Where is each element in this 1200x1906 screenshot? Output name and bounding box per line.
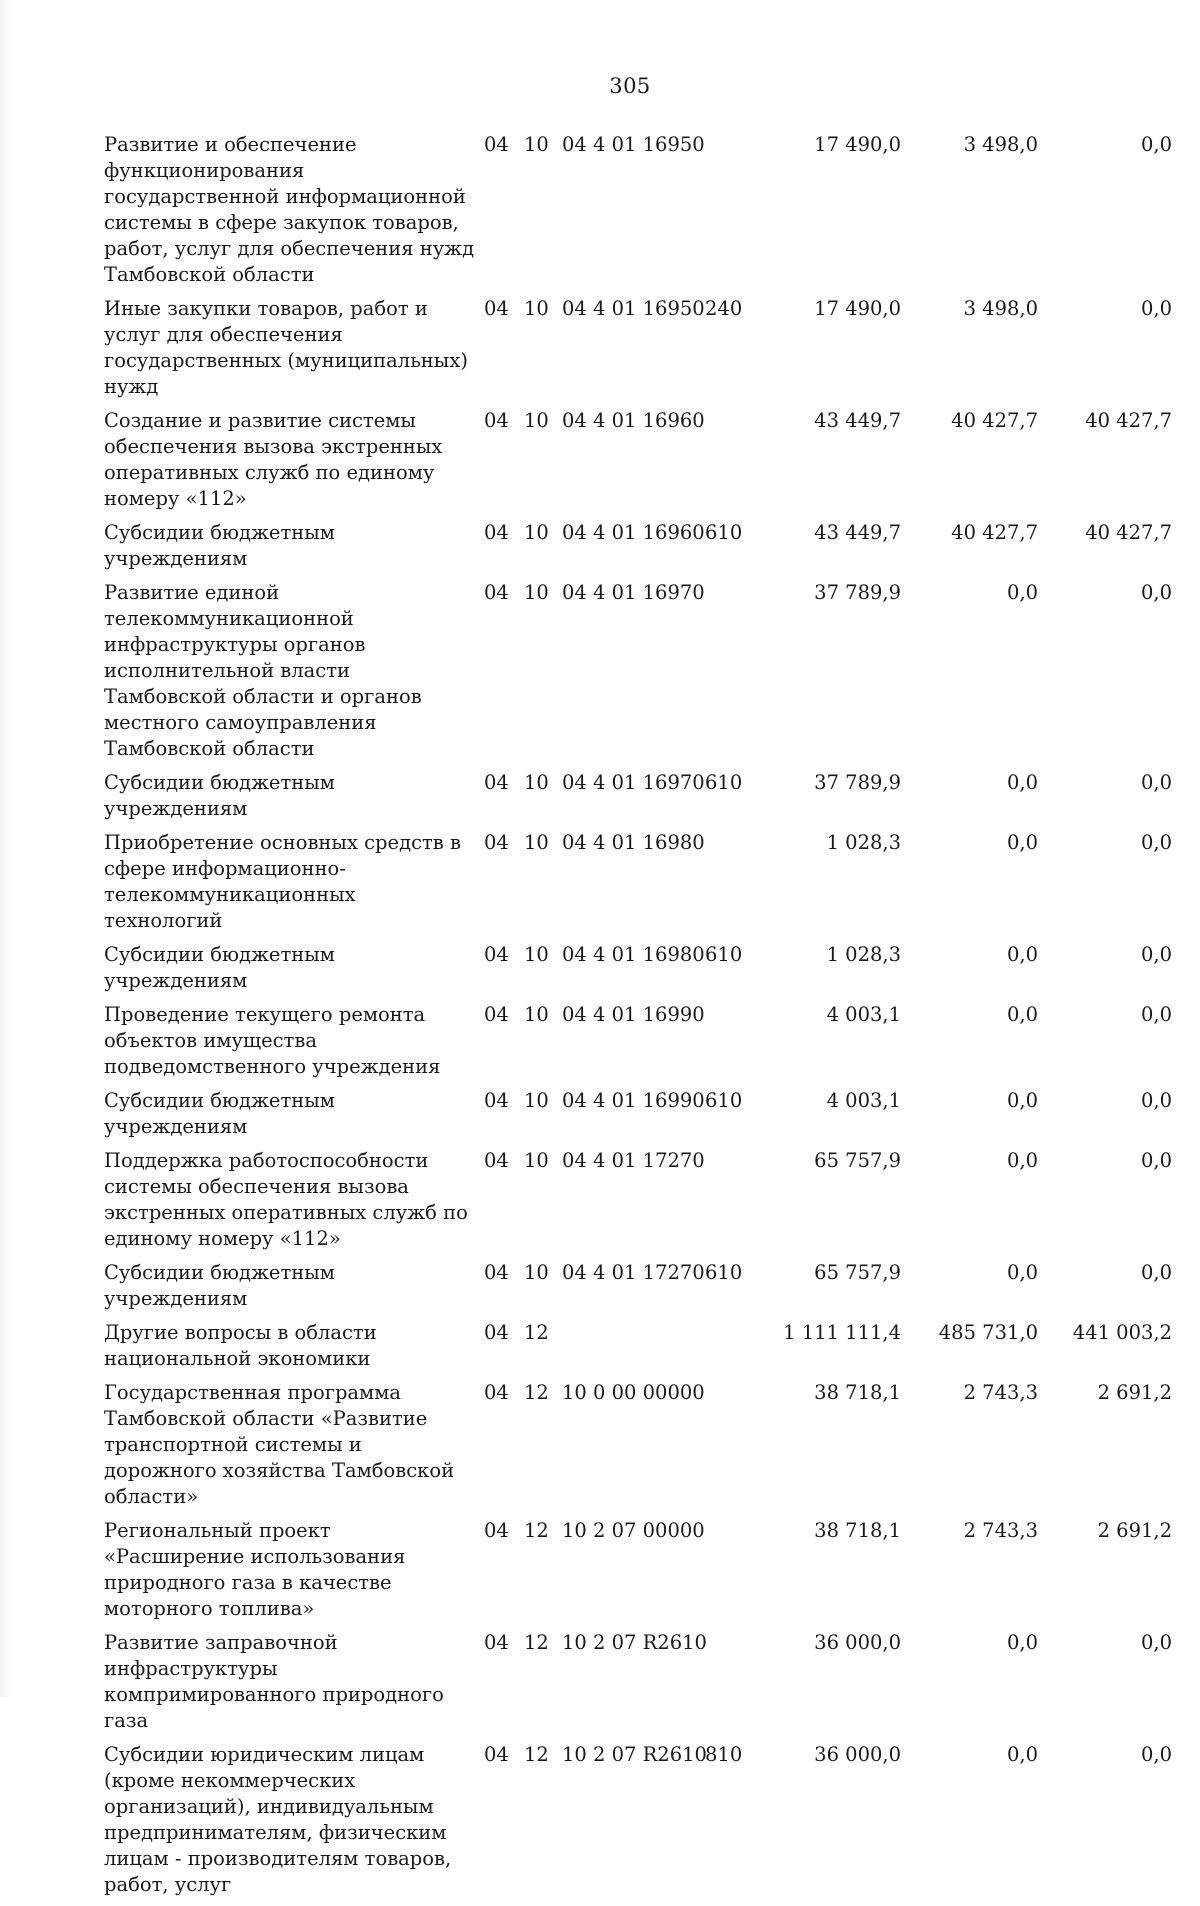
row-expense-type: 610 (705, 943, 743, 966)
row-amount-3: 40 427,7 (1085, 521, 1172, 544)
row-amount-1: 65 757,9 (814, 1261, 901, 1284)
row-name: Развитие заправочной инфраструктуры компримированного природного газа (104, 1631, 444, 1732)
row-subsection: 12 (524, 1743, 549, 1766)
row-section: 04 (484, 409, 509, 432)
row-expense-type (705, 1002, 749, 1088)
table-row (104, 1320, 1172, 1380)
row-target-article: 04 4 01 16970 (562, 581, 705, 604)
table-row (104, 1088, 1172, 1148)
row-subsection: 10 (524, 1261, 549, 1284)
row-target-article: 04 4 01 16980 (562, 831, 705, 854)
table-row (104, 830, 1172, 942)
row-amount-2: 2 743,3 (963, 1519, 1038, 1542)
row-amount-2: 40 427,7 (951, 409, 1038, 432)
row-expense-type: 240 (705, 297, 743, 320)
row-subsection: 10 (524, 831, 549, 854)
row-amount-3: 40 427,7 (1085, 409, 1172, 432)
row-target-article: 04 4 01 17270 (562, 1149, 705, 1172)
row-target-article: 10 2 07 R2610 (562, 1743, 707, 1766)
row-amount-1: 17 490,0 (814, 297, 901, 320)
row-amount-1: 17 490,0 (814, 133, 901, 156)
row-amount-3: 441 003,2 (1072, 1321, 1172, 1344)
row-expense-type: 610 (705, 771, 743, 794)
row-name: Развитие и обеспечение функционирования государственной информационной системы в сфере закупок товаров, работ, услуг для обеспечения нужд Тамбовской области (104, 133, 475, 286)
row-amount-1: 1 111 111,4 (783, 1321, 901, 1344)
row-section: 04 (484, 1631, 509, 1654)
row-expense-type (705, 580, 749, 770)
row-target-article (562, 1320, 705, 1380)
table-row (104, 1260, 1172, 1320)
row-section: 04 (484, 831, 509, 854)
row-amount-1: 1 028,3 (826, 831, 901, 854)
row-amount-2: 0,0 (1006, 581, 1038, 604)
row-subsection: 10 (524, 409, 549, 432)
row-subsection: 12 (524, 1321, 549, 1344)
row-name: Развитие единой телекоммуникационной инфраструктуры органов исполнительной власти Тамбовской области и органов местного самоуправления Тамбовской области (104, 581, 422, 760)
row-amount-1: 37 789,9 (814, 771, 901, 794)
row-expense-type (705, 1630, 749, 1742)
row-section: 04 (484, 133, 509, 156)
row-amount-3: 0,0 (1140, 1631, 1172, 1654)
row-section: 04 (484, 1261, 509, 1284)
row-section: 04 (484, 1321, 509, 1344)
table-row (104, 1742, 1172, 1906)
row-amount-2: 0,0 (1006, 1089, 1038, 1112)
row-name: Субсидии юридическим лицам (кроме некоммерческих организаций), индивидуальным предпринимателям, физическим лицам - производителям товаров, работ, услуг (104, 1743, 452, 1896)
row-amount-1: 38 718,1 (814, 1381, 901, 1404)
row-subsection: 10 (524, 581, 549, 604)
row-target-article: 10 2 07 00000 (562, 1519, 705, 1542)
row-section: 04 (484, 521, 509, 544)
budget-table (104, 132, 1172, 1906)
row-amount-3: 0,0 (1140, 1089, 1172, 1112)
row-amount-1: 37 789,9 (814, 581, 901, 604)
row-section: 04 (484, 581, 509, 604)
row-amount-2: 485 731,0 (938, 1321, 1038, 1344)
row-subsection: 10 (524, 1003, 549, 1026)
table-row (104, 296, 1172, 408)
row-target-article: 04 4 01 16990 (562, 1003, 705, 1026)
row-amount-2: 0,0 (1006, 1149, 1038, 1172)
row-expense-type: 810 (705, 1743, 743, 1766)
row-target-article: 04 4 01 16970 (562, 771, 705, 794)
row-amount-2: 3 498,0 (963, 297, 1038, 320)
row-expense-type: 610 (705, 1261, 743, 1284)
row-amount-2: 0,0 (1006, 771, 1038, 794)
budget-table-body (104, 132, 1172, 1906)
row-amount-3: 0,0 (1140, 771, 1172, 794)
row-expense-type (705, 830, 749, 942)
row-target-article: 04 4 01 16950 (562, 133, 705, 156)
row-amount-1: 43 449,7 (814, 409, 901, 432)
row-amount-3: 0,0 (1140, 831, 1172, 854)
row-amount-2: 0,0 (1006, 1631, 1038, 1654)
row-section: 04 (484, 1519, 509, 1542)
row-amount-2: 0,0 (1006, 1003, 1038, 1026)
row-expense-type (705, 1518, 749, 1630)
row-name: Приобретение основных средств в сфере информационно-телекоммуникационных технологий (104, 831, 461, 932)
row-name: Региональный проект «Расширение использования природного газа в качестве моторного топлива» (104, 1519, 406, 1620)
row-name: Другие вопросы в области национальной экономики (104, 1321, 377, 1370)
row-subsection: 10 (524, 521, 549, 544)
row-amount-3: 0,0 (1140, 1003, 1172, 1026)
row-amount-1: 65 757,9 (814, 1149, 901, 1172)
row-name: Создание и развитие системы обеспечения вызова экстренных оперативных служб по единому номеру «112» (104, 409, 443, 510)
row-name: Субсидии бюджетным учреждениям (104, 521, 335, 570)
row-expense-type (705, 408, 749, 520)
row-amount-1: 1 028,3 (826, 943, 901, 966)
row-section: 04 (484, 1743, 509, 1766)
row-subsection: 10 (524, 297, 549, 320)
row-name: Проведение текущего ремонта объектов имущества подведомственного учреждения (104, 1003, 441, 1078)
row-amount-3: 0,0 (1140, 1261, 1172, 1284)
row-expense-type (705, 132, 749, 296)
row-subsection: 10 (524, 1089, 549, 1112)
row-section: 04 (484, 771, 509, 794)
row-name: Иные закупки товаров, работ и услуг для обеспечения государственных (муниципальных) нужд (104, 297, 468, 398)
row-name: Субсидии бюджетным учреждениям (104, 771, 335, 820)
row-target-article: 04 4 01 16980 (562, 943, 705, 966)
row-amount-1: 4 003,1 (826, 1089, 901, 1112)
table-row (104, 1518, 1172, 1630)
row-target-article: 10 2 07 R2610 (562, 1631, 707, 1654)
row-subsection: 10 (524, 943, 549, 966)
row-section: 04 (484, 1089, 509, 1112)
row-name: Субсидии бюджетным учреждениям (104, 1261, 335, 1310)
row-subsection: 10 (524, 1149, 549, 1172)
row-amount-2: 0,0 (1006, 1743, 1038, 1766)
page-number: 305 (609, 74, 651, 98)
row-name: Субсидии бюджетным учреждениям (104, 1089, 335, 1138)
row-target-article: 04 4 01 17270 (562, 1261, 705, 1284)
row-section: 04 (484, 1003, 509, 1026)
row-name: Государственная программа Тамбовской области «Развитие транспортной системы и дорожного хозяйства Тамбовской области» (104, 1381, 455, 1508)
row-amount-3: 0,0 (1140, 133, 1172, 156)
row-section: 04 (484, 297, 509, 320)
row-amount-2: 2 743,3 (963, 1381, 1038, 1404)
row-amount-3: 0,0 (1140, 1743, 1172, 1766)
table-row (104, 580, 1172, 770)
row-amount-3: 2 691,2 (1097, 1381, 1172, 1404)
row-amount-1: 43 449,7 (814, 521, 901, 544)
table-row (104, 408, 1172, 520)
row-amount-3: 2 691,2 (1097, 1519, 1172, 1542)
table-row (104, 1148, 1172, 1260)
row-target-article: 04 4 01 16990 (562, 1089, 705, 1112)
row-section: 04 (484, 1149, 509, 1172)
row-amount-2: 0,0 (1006, 943, 1038, 966)
row-amount-1: 4 003,1 (826, 1003, 901, 1026)
row-expense-type (705, 1380, 749, 1518)
row-amount-3: 0,0 (1140, 581, 1172, 604)
row-amount-1: 38 718,1 (814, 1519, 901, 1542)
row-subsection: 12 (524, 1631, 549, 1654)
row-amount-2: 0,0 (1006, 831, 1038, 854)
row-amount-3: 0,0 (1140, 943, 1172, 966)
scan-edge-shadow (0, 0, 10, 1697)
table-row (104, 132, 1172, 296)
row-subsection: 10 (524, 771, 549, 794)
row-amount-1: 36 000,0 (814, 1631, 901, 1654)
row-target-article: 04 4 01 16960 (562, 521, 705, 544)
table-row (104, 1630, 1172, 1742)
row-amount-3: 0,0 (1140, 1149, 1172, 1172)
row-expense-type (705, 1320, 749, 1380)
row-expense-type: 610 (705, 1089, 743, 1112)
row-amount-2: 40 427,7 (951, 521, 1038, 544)
row-amount-3: 0,0 (1140, 297, 1172, 320)
row-amount-1: 36 000,0 (814, 1743, 901, 1766)
row-subsection: 12 (524, 1519, 549, 1542)
row-name: Субсидии бюджетным учреждениям (104, 943, 335, 992)
table-row (104, 770, 1172, 830)
row-target-article: 04 4 01 16960 (562, 409, 705, 432)
table-row (104, 942, 1172, 1002)
row-subsection: 12 (524, 1381, 549, 1404)
row-target-article: 10 0 00 00000 (562, 1381, 705, 1404)
row-section: 04 (484, 1381, 509, 1404)
row-expense-type: 610 (705, 521, 743, 544)
table-row (104, 1380, 1172, 1518)
row-section: 04 (484, 943, 509, 966)
row-amount-2: 0,0 (1006, 1261, 1038, 1284)
row-name: Поддержка работоспособности системы обеспечения вызова экстренных оперативных служб по единому номеру «112» (104, 1149, 468, 1250)
table-row (104, 520, 1172, 580)
row-amount-2: 3 498,0 (963, 133, 1038, 156)
row-subsection: 10 (524, 133, 549, 156)
row-target-article: 04 4 01 16950 (562, 297, 705, 320)
row-expense-type (705, 1148, 749, 1260)
table-row (104, 1002, 1172, 1088)
